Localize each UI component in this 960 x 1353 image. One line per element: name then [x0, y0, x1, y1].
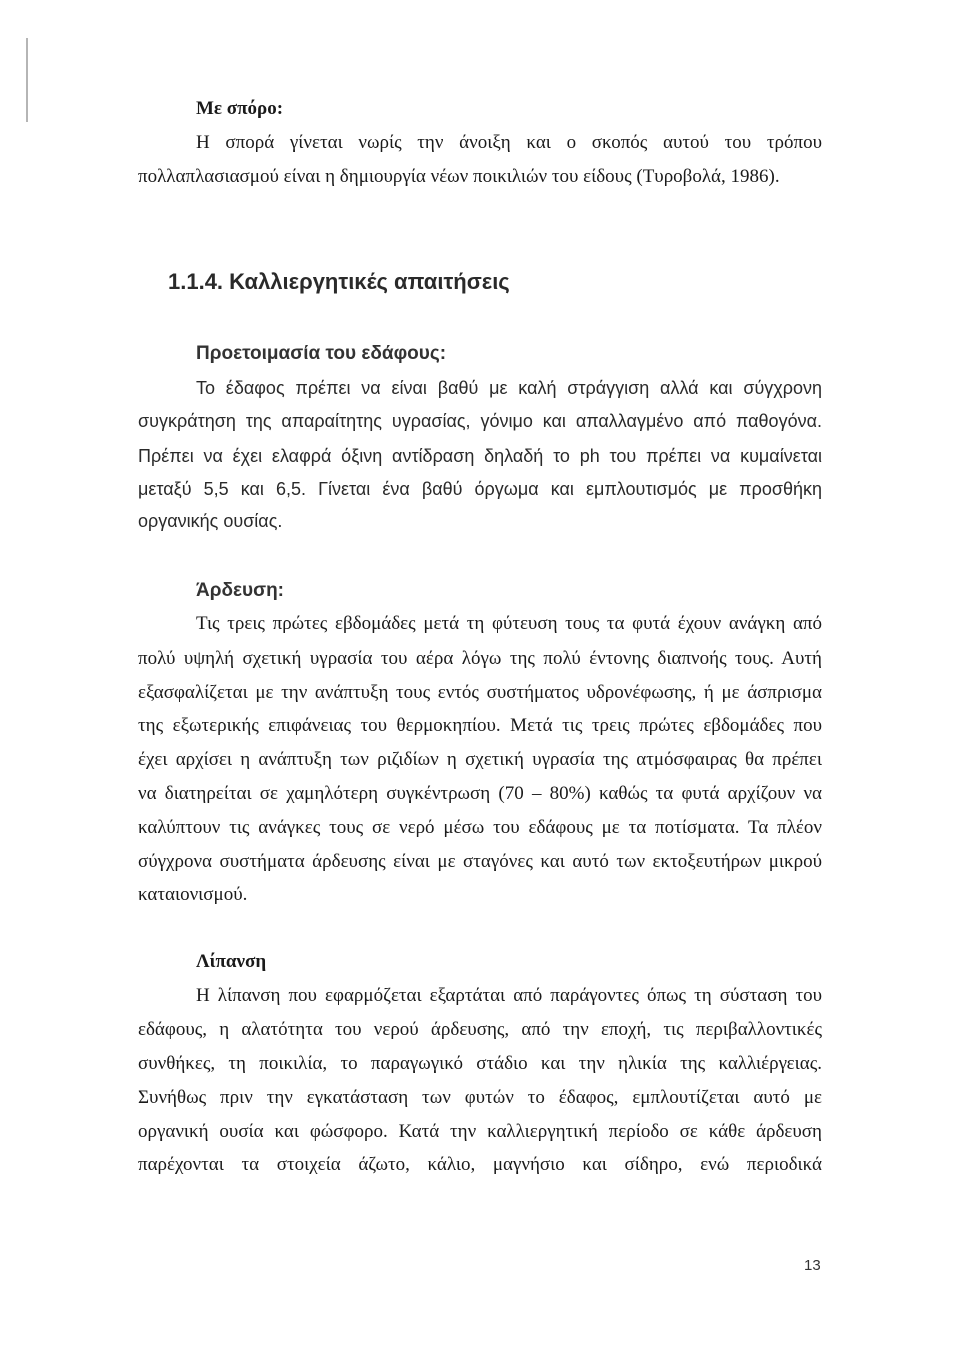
page-number: 13 — [804, 1257, 821, 1274]
scan-edge-mark — [26, 38, 28, 122]
paragraph-line: σύγχρονα συστήματα άρδευσης είναι με σταγόνες και αυτό των εκτοξευτήρων μικρού — [138, 851, 822, 872]
paragraph-line: συγκράτηση της απαραίτητης υγρασίας, γόνιμο και απαλλαγμένο από παθογόνα. — [138, 411, 822, 431]
paragraph-line: καλύπτουν τις ανάγκες τους σε νερό μέσω του εδάφους με τα ποτίσματα. Τα πλέον — [138, 817, 822, 838]
heading-soil-preparation: Προετοιμασία του εδάφους: — [196, 343, 447, 364]
paragraph-line: καταιονισμού. — [138, 884, 248, 905]
paragraph-line: Η σπορά γίνεται νωρίς την άνοιξη και ο σκοπός αυτού του τρόπου — [196, 132, 822, 153]
paragraph-line: παρέχονται τα στοιχεία άζωτο, κάλιο, μαγνήσιο και σίδηρο, ενώ περιοδικά — [138, 1154, 822, 1175]
paragraph-line: Το έδαφος πρέπει να είναι βαθύ με καλή στράγγιση αλλά και σύγχρονη — [196, 378, 822, 398]
paragraph-line: έχει αρχίσει η ανάπτυξη των ριζιδίων η σχετική υγρασία της ατμόσφαιρας θα πρέπει — [138, 749, 822, 770]
paragraph-line: συνθήκες, τη ποικιλία, το παραγωγικό στάδιο και την ηλικία της καλλιέργειας. — [138, 1053, 822, 1074]
heading-seed: Με σπόρο: — [196, 98, 284, 119]
paragraph-line: Πρέπει να έχει ελαφρά όξινη αντίδραση δηλαδή το ph του πρέπει να κυμαίνεται — [138, 446, 822, 466]
paragraph-line: εξασφαλίζεται με την ανάπτυξη τους εντός συστήματος υδρονέφωσης, ή με άσπρισμα — [138, 682, 822, 703]
paragraph-line: της εξωτερικής επιφάνειας του θερμοκηπίου. Μετά τις τρεις πρώτες εβδομάδες που — [138, 715, 822, 736]
paragraph-line: Η λίπανση που εφαρμόζεται εξαρτάται από παράγοντες όπως τη σύσταση του — [196, 985, 822, 1006]
paragraph-line: εδάφους, η αλατότητα του νερού άρδευσης, από την εποχή, τις περιβαλλοντικές — [138, 1019, 822, 1040]
paragraph-line: πολύ υψηλή σχετική υγρασία του αέρα λόγω της πολύ έντονης διαπνοής τους. Αυτή — [138, 648, 822, 669]
section-title: 1.1.4. Καλλιεργητικές απαιτήσεις — [168, 269, 510, 294]
paragraph-line: πολλαπλασιασμού είναι η δημιουργία νέων ποικιλιών του είδους (Τυροβολά, 1986). — [138, 166, 780, 187]
paragraph-line: οργανικής ουσίας. — [138, 511, 283, 531]
paragraph-line: Συνήθως πριν την εγκατάσταση των φυτών το έδαφος, εμπλουτίζεται αυτό με — [138, 1087, 822, 1108]
heading-irrigation: Άρδευση: — [196, 580, 285, 601]
heading-fertilization: Λίπανση — [196, 951, 267, 972]
paragraph-line: Τις τρεις πρώτες εβδομάδες μετά τη φύτευση τους τα φυτά έχουν ανάγκη από — [196, 613, 822, 634]
paragraph-line: να διατηρείται σε χαμηλότερη συγκέντρωση (70 – 80%) καθώς τα φυτά αρχίζουν να — [138, 783, 822, 804]
paragraph-line: μεταξύ 5,5 και 6,5. Γίνεται ένα βαθύ όργωμα και εμπλουτισμός με προσθήκη — [138, 479, 822, 499]
paragraph-line: οργανική ουσία και φώσφορο. Κατά την καλλιεργητική περίοδο σε κάθε άρδευση — [138, 1121, 822, 1142]
